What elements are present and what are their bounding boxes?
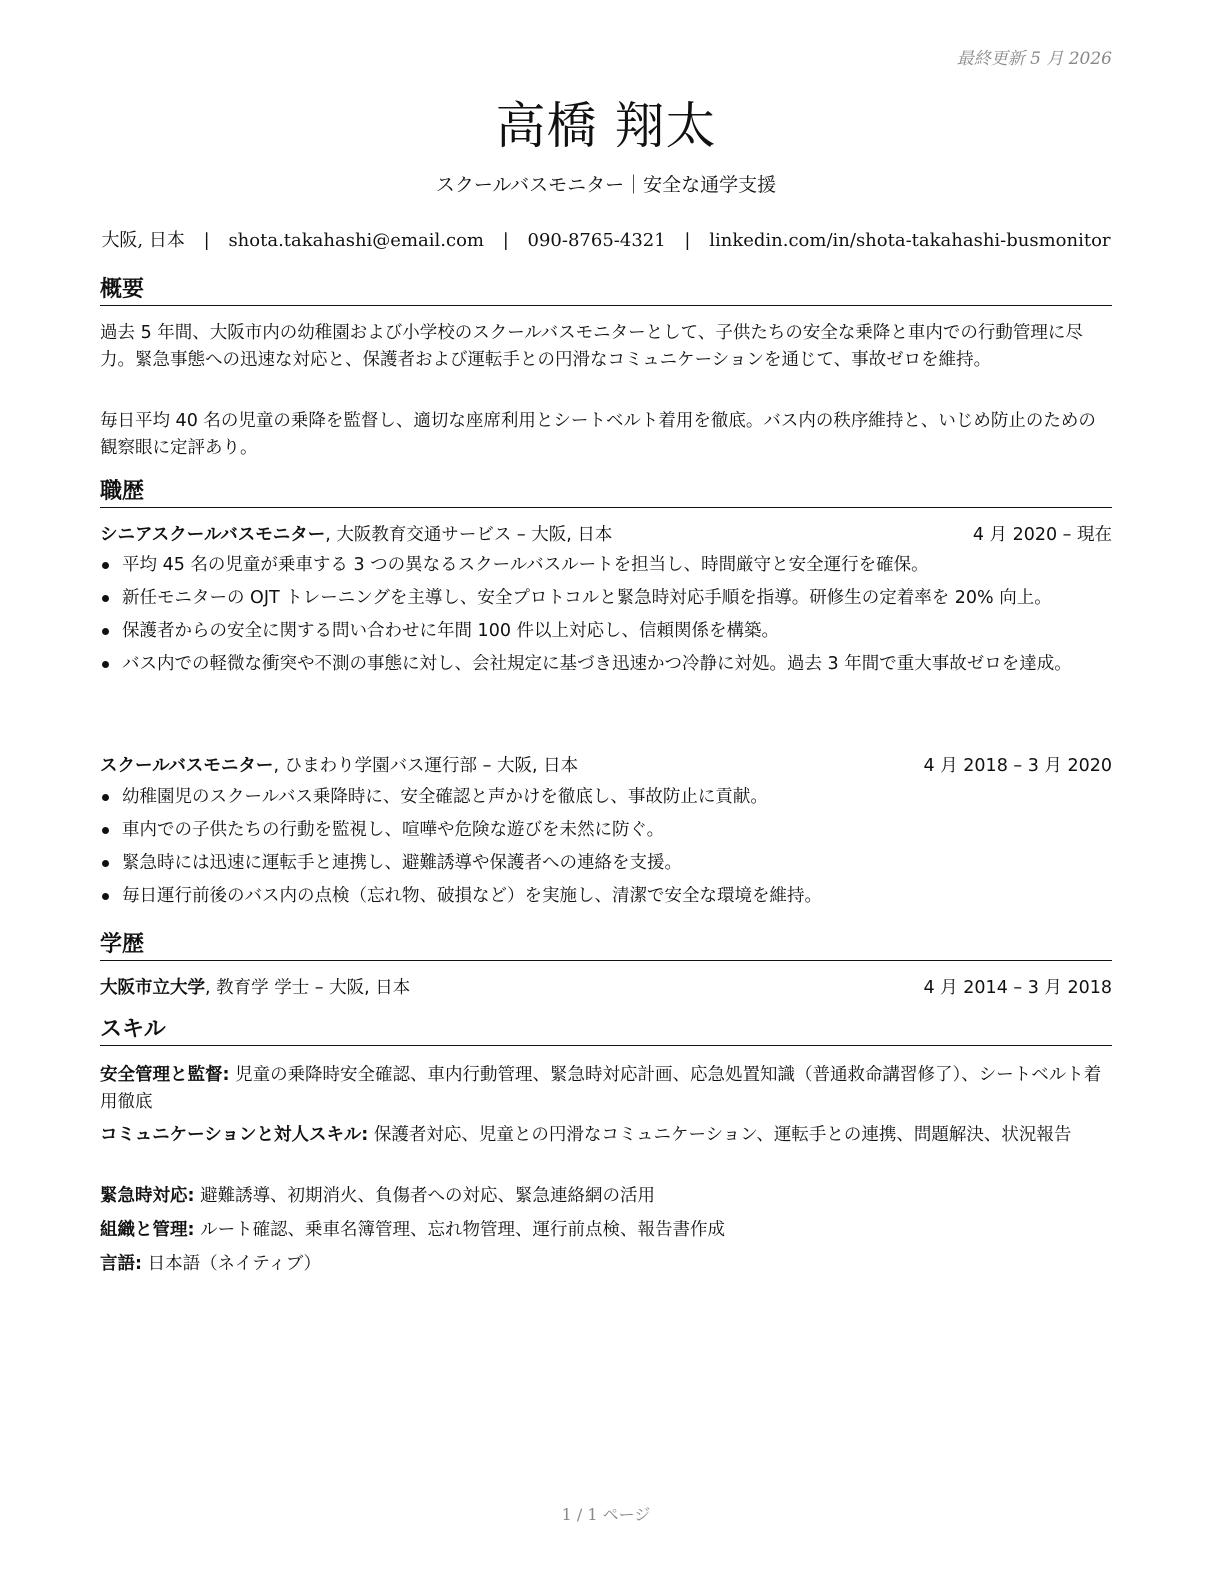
skill-label: 言語: bbox=[100, 1254, 142, 1274]
section-title-summary: 概要 bbox=[100, 277, 1112, 306]
list-item bbox=[100, 585, 1112, 612]
job-header bbox=[100, 753, 1112, 779]
job-title-line bbox=[100, 753, 578, 779]
section-title-experience: 職歴 bbox=[100, 479, 1112, 508]
contact-separator: | bbox=[203, 230, 210, 251]
list-item bbox=[100, 817, 1112, 844]
summary-paragraph: 毎日平均 40 名の児童の乗降を監督し、適切な座席利用とシートベルト着用を徹底。バス内の秩序維持と、いじめ防止のための観察眼に定評あり。 bbox=[100, 411, 1096, 458]
job-bullets bbox=[100, 552, 1112, 684]
skill-label: 安全管理と監督: bbox=[100, 1065, 230, 1085]
skill-label: コミュニケーションと対人スキル: bbox=[100, 1125, 369, 1145]
bullet-text: 保護者からの安全に関する問い合わせに年間 100 件以上対応し、信頼関係を構築。 bbox=[122, 621, 780, 641]
list-item bbox=[100, 883, 1112, 910]
resume-page bbox=[100, 0, 1112, 1584]
bullet-text: 平均 45 名の児童が乗車する 3 つの異なるスクールバスルートを担当し、時間厳守と安全運行を確保。 bbox=[122, 555, 929, 575]
bullet-text: 緊急時には迅速に運転手と連携し、避難誘導や保護者への連絡を支援。 bbox=[122, 853, 682, 873]
bullet-icon bbox=[102, 827, 109, 834]
summary-paragraph: 過去 5 年間、大阪市内の幼稚園および小学校のスクールバスモニターとして、子供たちの安全な乗降と車内での行動管理に尽力。緊急事態への迅速な対応と、保護者および運転手との円滑なコミュニケーションを通じて、事故ゼロを維持。 bbox=[100, 323, 1083, 370]
bullet-text: 毎日運行前後のバス内の点検（忘れ物、破損など）を実施し、清潔で安全な環境を維持。 bbox=[122, 886, 822, 906]
bullet-text: バス内での軽微な衝突や不測の事態に対し、会社規定に基づき迅速かつ冷静に対処。過去 3 年間で重大事故ゼロを達成。 bbox=[122, 654, 1072, 674]
bullet-icon bbox=[102, 794, 109, 801]
job-dates: 4 月 2020 – 現在 bbox=[972, 525, 1112, 545]
page-number: 1 / 1 ページ bbox=[561, 1505, 651, 1524]
list-item bbox=[100, 552, 1112, 579]
tagline: スクールバスモニター｜安全な通学支援 bbox=[435, 174, 777, 196]
contact-separator: | bbox=[684, 230, 691, 251]
list-item bbox=[100, 651, 1112, 678]
contact-location: 大阪, 日本 bbox=[101, 230, 185, 251]
skill-item bbox=[100, 1217, 1112, 1244]
job-title-line bbox=[100, 522, 612, 548]
skill-item bbox=[100, 1062, 1112, 1116]
job-dates: 4 月 2018 – 3 月 2020 bbox=[923, 756, 1112, 776]
education-dates: 4 月 2014 – 3 月 2018 bbox=[923, 978, 1112, 998]
bullet-icon bbox=[102, 562, 109, 569]
section-title-education: 学歴 bbox=[100, 932, 1112, 961]
bullet-text: 車内での子供たちの行動を監視し、喧嘩や危険な遊びを未然に防ぐ。 bbox=[122, 820, 665, 840]
contact-linkedin[interactable]: linkedin.com/in/shota-takahashi-busmonitor bbox=[709, 230, 1111, 251]
contact-email[interactable]: shota.takahashi@email.com bbox=[228, 230, 484, 251]
last-updated: 最終更新 5 月 2026 bbox=[956, 49, 1112, 69]
contact-line bbox=[100, 226, 1112, 252]
list-item bbox=[100, 618, 1112, 645]
skill-label: 組織と管理: bbox=[100, 1220, 195, 1240]
school-name: 大阪市立大学 bbox=[100, 978, 205, 998]
bullet-icon bbox=[102, 628, 109, 635]
education-entry bbox=[100, 975, 1112, 1001]
skill-item bbox=[100, 1251, 1112, 1278]
skill-item bbox=[100, 1122, 1112, 1149]
job-org: , ひまわり学園バス運行部 – 大阪, 日本 bbox=[273, 756, 579, 776]
list-item bbox=[100, 850, 1112, 877]
contact-phone[interactable]: 090-8765-4321 bbox=[527, 230, 666, 251]
skill-text: 保護者対応、児童との円滑なコミュニケーション、運転手との連携、問題解決、状況報告 bbox=[368, 1125, 1072, 1145]
candidate-name: 高橋 翔太 bbox=[495, 97, 717, 155]
job-role: シニアスクールバスモニター bbox=[100, 525, 326, 545]
bullet-text: 新任モニターの OJT トレーニングを主導し、安全プロトコルと緊急時対応手順を指導。研修生の定着率を 20% 向上。 bbox=[122, 588, 1052, 608]
skill-text: 日本語（ネイティブ） bbox=[142, 1254, 321, 1274]
skill-text: ルート確認、乗車名簿管理、忘れ物管理、運行前点検、報告書作成 bbox=[194, 1220, 726, 1240]
bullet-icon bbox=[102, 595, 109, 602]
job-bullets bbox=[100, 784, 1112, 916]
skill-text: 避難誘導、初期消火、負傷者への対応、緊急連絡網の活用 bbox=[194, 1186, 656, 1206]
skill-text: 児童の乗降時安全確認、車内行動管理、緊急時対応計画、応急処置知識（普通救命講習修了）、シートベルト着用徹底 bbox=[100, 1065, 1102, 1112]
bullet-icon bbox=[102, 893, 109, 900]
job-header bbox=[100, 522, 1112, 548]
skill-label: 緊急時対応: bbox=[100, 1186, 195, 1206]
list-item bbox=[100, 784, 1112, 811]
skill-item bbox=[100, 1183, 1112, 1210]
contact-separator: | bbox=[502, 230, 509, 251]
bullet-icon bbox=[102, 860, 109, 867]
job-org: , 大阪教育交通サービス – 大阪, 日本 bbox=[325, 525, 613, 545]
education-line bbox=[100, 975, 410, 1001]
education-detail: , 教育学 学士 – 大阪, 日本 bbox=[205, 978, 411, 998]
job-role: スクールバスモニター bbox=[100, 756, 274, 776]
bullet-icon bbox=[102, 661, 109, 668]
section-title-skills: スキル bbox=[100, 1017, 1112, 1046]
bullet-text: 幼稚園児のスクールバス乗降時に、安全確認と声かけを徹底し、事故防止に貢献。 bbox=[122, 787, 768, 807]
